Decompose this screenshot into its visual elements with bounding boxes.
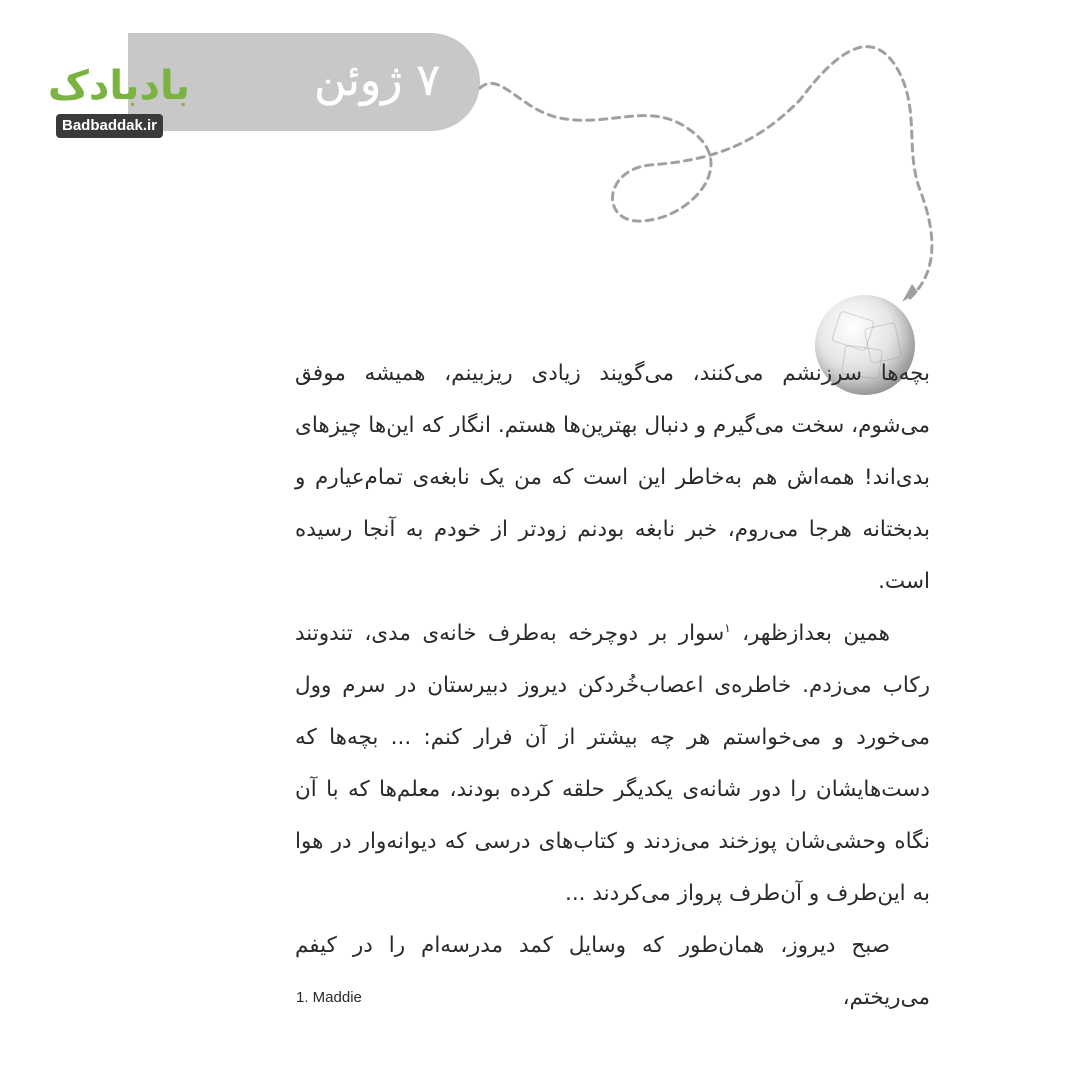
paragraph-2-text: سوار بر دوچرخه به‌طرف خانه‌ی مدی، تندوتند رکاب می‌زدم. خاطره‌ی اعصاب‌خُردکن دیروز دبیرستان در سرم وول می‌خورد و می‌خواستم هر چه بیشتر از آن فرار کنم: ... بچه‌ها که دست‌هایشان را دور شانه‌ی یکدیگر حلقه کرده بودند، معلم‌ها که با آن نگاه وحشی‌شان پوزخند می‌زدند و کتاب‌های درسی که دیوانه‌وار در هوا به این‌طرف و آن‌طرف پرواز می‌کردند ... <box>295 621 930 906</box>
dashed-string-path <box>480 47 932 298</box>
paragraph-1: بچه‌ها سرزنشم می‌کنند، می‌گویند زیادی ریزبینم، همیشه موفق می‌شوم، سخت می‌گیرم و دنبال بهترین‌ها هستم. انگار که این‌ها چیزهای بدی‌اند! همه‌اش هم به‌خاطر این است که من یک نابغه‌ی تمام‌عیارم و بدبختانه هرجا می‌روم، خبر نابغه بودنم زودتر از خودم به آنجا رسیده است. <box>295 361 930 594</box>
logo-text: بادبادک <box>47 63 190 109</box>
footnote: 1. Maddie <box>296 989 362 1006</box>
paragraph-2 <box>295 608 930 920</box>
chapter-title: ۷ ژوئن <box>314 55 440 106</box>
body-text <box>295 348 930 1024</box>
paragraph-3: صبح دیروز، همان‌طور که وسایل کمد مدرسه‌ام را در کیفم می‌ریختم، <box>295 933 930 1010</box>
logo-url: Badbaddak.ir <box>56 114 163 138</box>
footnote-marker: ۱ <box>724 620 731 635</box>
paragraph-2-start: همین بعدازظهر، <box>730 621 890 646</box>
